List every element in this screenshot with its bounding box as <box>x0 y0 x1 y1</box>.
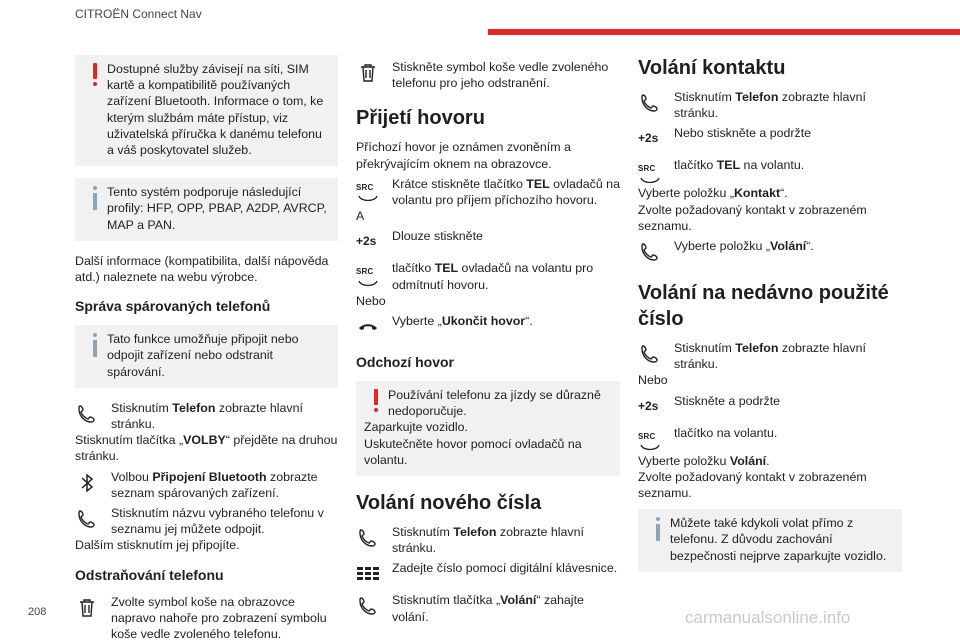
src-steering-control-icon: SRC <box>638 159 662 183</box>
header-accent-bar <box>488 29 960 35</box>
step-row: Vyberte položku „Volání“. <box>638 238 902 266</box>
warning-box <box>75 55 338 166</box>
info-box <box>75 178 338 241</box>
info-box <box>638 509 902 572</box>
handset-icon <box>638 342 662 366</box>
section-heading: Volání na nedávno použité číslo <box>638 282 889 331</box>
warning-text: Zaparkujte vozidlo. <box>364 420 468 435</box>
src-steering-control-icon: SRC <box>356 262 380 286</box>
column-2 <box>356 55 620 625</box>
info-icon <box>652 517 664 543</box>
page-number: 208 <box>28 606 47 618</box>
src-steering-control-icon: SRC <box>356 178 380 202</box>
trash-icon <box>75 596 99 620</box>
src-steering-control-icon: SRC <box>638 427 662 451</box>
column-1: Dostupné služby závisejí na síti, SIM kartě a kompatibilitě používaných zařízení Bluetooth. Informace o tom, ke kterým službám máte přístup, viz uživatelská příručka k danému telefonu a váš poskytovatel služeb. Tento systém podporuje následující profily: HFP, OPP, PBAP, A2DP, AVRCP, MAP a PAN. Další informace (kompatibilita, další nápověda atd.) naleznete na webu výrobce. Správa spárovaných telefonů Tato funkce umožňuje připojit nebo odpojit zařízení nebo odstranit spárování. Stisknutím Telefon zobrazte hlavní stránku. Stisknutím tlačítka „VOLBY“ přejděte na druhou stránku. Volbou Připojení Bluetooth zobrazte seznam spárovaných zařízení. Stisknutím názvu vybraného telefonu v seznamu jej můžete odpojit. Dalším stisknutím jej připojíte. Odstraňování telefonu Zvolte symbol koše na obrazovce napravo nahoře pro zobrazení symbolu koše vedle zvoleného telefonu. <box>75 55 338 642</box>
info-icon <box>89 186 101 212</box>
handset-icon <box>356 526 380 550</box>
warning-icon <box>89 63 101 89</box>
step-row: Stiskněte symbol koše vedle zvoleného telefonu pro jeho odstranění. <box>356 59 620 91</box>
step-row: +2s Nebo stiskněte a podržte <box>638 125 902 153</box>
paragraph: Příchozí hovor je oznámen zvoněním a překrývajícím oknem na obrazovce. <box>356 140 571 171</box>
step-row: Stisknutím Telefon zobrazte hlavní stránku. <box>356 524 620 556</box>
paragraph: Nebo <box>638 373 668 388</box>
info-text: Tato funkce umožňuje připojit nebo odpojit zařízení nebo odstranit spárování. <box>107 332 299 379</box>
hold-2-seconds-icon: +2s <box>638 398 659 413</box>
header-title: CITROËN Connect Nav <box>75 7 202 21</box>
section-heading: Volání nového čísla <box>356 492 542 515</box>
handset-icon <box>638 240 662 264</box>
hold-2-seconds-icon: +2s <box>356 234 377 249</box>
paragraph: Dalším stisknutím jej připojíte. <box>75 538 240 553</box>
step-row: Zadejte číslo pomocí digitální klávesnice. <box>356 560 620 588</box>
column-3: Volání kontaktu Stisknutím Telefon zobrazte hlavní stránku. +2s Nebo stiskněte a podržte SRC tlačítko TEL na volantu. Vyberte položku „Kontakt“. Zvolte požadovaný kontakt v zobrazeném seznamu. Vyberte položku „Volání“. Volání na nedávno použité číslo Stisknutím Telefon zobrazte hlavní stránku. Nebo +2s Stiskněte a podržte SRC tlačítko na volantu. Vyberte položku Volání. Zvolte požadovaný kontakt v zobrazeném seznamu. Můžete také kdykoli volat přímo z telefonu. Z důvodu zachování bezpečnosti nejprve zaparkujte vozidlo. <box>638 55 902 584</box>
paragraph: Nebo <box>356 293 386 308</box>
section-heading: Správa spárovaných telefonů <box>75 298 271 315</box>
info-icon <box>89 333 101 359</box>
warning-text: Dostupné služby závisejí na síti, SIM kartě a kompatibilitě používaných zařízení Bluetooth. Informace o tom, ke kterým službám máte přístup, viz uživatelská příručka k danému telefonu a váš poskytovatel služeb. <box>107 62 324 158</box>
keypad-icon <box>356 562 380 586</box>
trash-icon <box>356 61 380 85</box>
step-row: SRC Krátce stiskněte tlačítko TEL ovladačů na volantu pro příjem příchozího hovoru. <box>356 176 620 208</box>
step-row: SRC tlačítko TEL na volantu. <box>638 157 902 185</box>
warning-icon <box>370 389 382 415</box>
hold-2-seconds-icon: +2s <box>638 131 659 146</box>
step-row: +2s Dlouze stiskněte <box>356 228 620 256</box>
info-box <box>75 325 338 388</box>
step-row: Volbou Připojení Bluetooth zobrazte seznam spárovaných zařízení. <box>75 469 338 501</box>
hang-up-icon <box>356 315 380 339</box>
step-row: Zvolte symbol koše na obrazovce napravo nahoře pro zobrazení symbolu koše vedle zvoleného telefonu. <box>75 594 338 642</box>
warning-box <box>356 381 620 476</box>
step-row: Stisknutím názvu vybraného telefonu v seznamu jej můžete odpojit. <box>75 505 338 537</box>
step-row: Stisknutím Telefon zobrazte hlavní stránku. <box>75 400 338 432</box>
paragraph: A <box>356 209 365 224</box>
handset-icon <box>75 507 99 531</box>
section-heading: Přijetí hovoru <box>356 107 485 130</box>
section-heading: Odstraňování telefonu <box>75 566 224 583</box>
paragraph: Další informace (kompatibilita, další nápověda atd.) naleznete na webu výrobce. <box>75 253 329 285</box>
watermark: carmanualsonline.info <box>685 608 851 627</box>
step-row: Stisknutím Telefon zobrazte hlavní stránku. <box>638 89 902 121</box>
warning-text: Uskutečněte hovor pomocí ovladačů na volantu. <box>364 436 582 467</box>
step-row: Stisknutím Telefon zobrazte hlavní stránku. <box>638 340 902 372</box>
section-heading: Volání kontaktu <box>638 57 786 79</box>
step-row: +2s Stiskněte a podržte <box>638 393 902 421</box>
step-row: Vyberte „Ukončit hovor“. <box>356 313 620 341</box>
handset-icon <box>75 402 99 426</box>
step-row: SRC tlačítko TEL ovladačů na volantu pro odmítnutí hovoru. <box>356 261 594 292</box>
paragraph: Zvolte požadovaný kontakt v zobrazeném seznamu. <box>638 469 867 501</box>
info-text: Můžete také kdykoli volat přímo z telefonu. Z důvodu zachování bezpečnosti nejprve zaparkujte vozidlo. <box>670 516 887 563</box>
info-text: Tento systém podporuje následující profily: HFP, OPP, PBAP, A2DP, AVRCP, MAP a PAN. <box>107 185 327 232</box>
step-row: SRC tlačítko na volantu. <box>638 425 902 453</box>
section-heading: Odchozí hovor <box>356 354 454 371</box>
step-row: Stisknutím tlačítka „Volání“ zahajte volání. <box>356 592 620 624</box>
warning-text: Používání telefonu za jízdy se důrazně nedoporučuje. <box>388 388 601 419</box>
handset-icon <box>638 91 662 115</box>
paragraph: Zvolte požadovaný kontakt v zobrazeném seznamu. <box>638 202 867 233</box>
bluetooth-icon <box>75 471 99 495</box>
handset-icon <box>356 594 380 618</box>
